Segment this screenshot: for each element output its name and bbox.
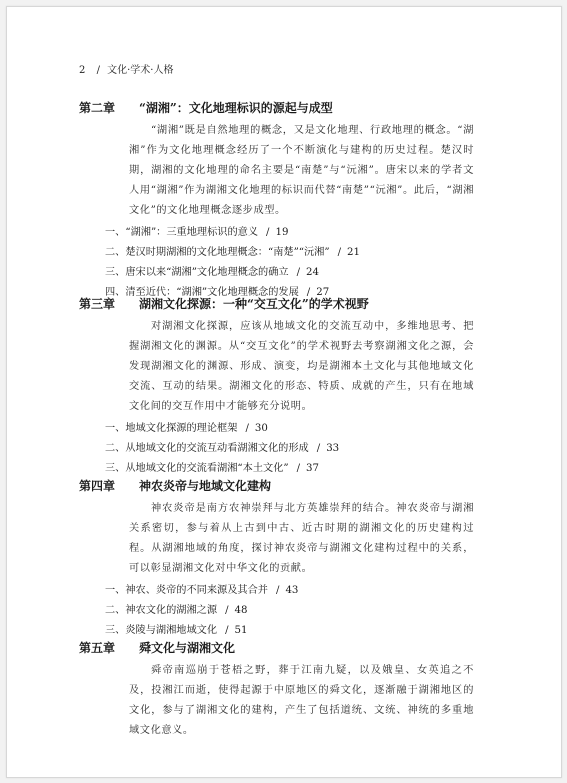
chapter-title: 湖湘文化探源：一种“交互文化”的学术视野	[139, 297, 369, 311]
chapter-summary: 神农炎帝是南方农神崇拜与北方英雄崇拜的结合。神农炎帝与湖湘关系密切，参与着从上古到中古、近古时期的湖湘文化的历史建构过程。从湖湘地域的角度，探讨神农炎帝与湖湘文化建构过程中的关系，可以彰显湖湘文化对中华文化的贡献。	[129, 503, 474, 574]
chapter-title: “湖湘”：文化地理标识的源起与成型	[139, 101, 333, 115]
chapter-heading	[79, 295, 489, 313]
section-entry: 一、地域文化探源的理论框架 / 30	[105, 423, 268, 434]
section-entry: 二、神农文化的湖湘之源 / 48	[105, 605, 248, 616]
section-entry: 二、从地域文化的交流互动看湖湘文化的形成 / 33	[105, 443, 340, 454]
chapter-number: 第五章	[79, 641, 116, 655]
section-page: 21	[347, 247, 360, 258]
section-title: 二、从地域文化的交流互动看湖湘文化的形成	[105, 443, 309, 454]
section-title: 二、楚汉时期湖湘的文化地理概念：“南楚”“沅湘”	[105, 247, 330, 258]
section-title: 三、炎陵与湖湘地域文化	[105, 625, 218, 636]
chapter-5	[79, 639, 489, 741]
running-head	[79, 61, 173, 76]
chapter-heading	[79, 477, 489, 495]
chapter-number: 第三章	[79, 297, 116, 311]
running-head-separator: /	[96, 65, 100, 76]
chapter-title: 舜文化与湖湘文化	[139, 641, 236, 655]
section-title: 一、神农、炎帝的不同来源及其合并	[105, 585, 268, 596]
section-list	[105, 223, 489, 303]
section-entry: 四、清至近代：“湖湘”文化地理概念的发展 / 27	[105, 287, 330, 298]
chapter-summary: 对湖湘文化探源，应该从地域文化的交流互动中，多维地思考、把握湖湘文化的渊源。从“交互文化”的学术视野去考察湖湘文化之源，会发现湖湘文化的渊源、形成、演变，均是湖湘本土文化与其他地域文化交流、互动的结果。湖湘文化的形态、特质、成就的产生，只有在地域文化间的交互作用中才能够充分说明。	[129, 321, 474, 412]
section-page: 24	[306, 267, 320, 278]
section-title: 一、“湖湘”：三重地理标识的意义	[105, 227, 259, 238]
section-entry: 一、神农、炎帝的不同来源及其合并 / 43	[105, 585, 299, 596]
section-page: 37	[306, 463, 320, 474]
chapter-heading	[79, 99, 489, 117]
section-title: 二、神农文化的湖湘之源	[105, 605, 218, 616]
chapter-heading	[79, 639, 489, 657]
section-title: 三、从地域文化的交流看湖湘“本土文化”	[105, 463, 289, 474]
section-page: 30	[254, 423, 268, 434]
section-page: 48	[234, 605, 248, 616]
section-page: 19	[275, 227, 289, 238]
section-title: 四、清至近代：“湖湘”文化地理概念的发展	[105, 287, 299, 298]
chapter-summary: “湖湘”既是自然地理的概念，又是文化地理、行政地理的概念。“湖湘”作为文化地理概念经历了一个不断演化与建构的历史过程。楚汉时期，湖湘的文化地理的命名主要是“南楚”与“沅湘”。唐宋以来的学者文人用“湖湘”作为湖湘文化地理的标识而代替“南楚”“沅湘”。此后，“湖湘文化”的文化地理概念逐步成型。	[129, 125, 474, 216]
section-page: 43	[285, 585, 299, 596]
section-entry: 三、炎陵与湖湘地域文化 / 51	[105, 625, 248, 636]
chapter-number: 第二章	[79, 101, 116, 115]
section-title: 三、唐宋以来“湖湘”文化地理概念的确立	[105, 267, 289, 278]
section-entry: 三、从地域文化的交流看湖湘“本土文化” / 37	[105, 463, 320, 474]
section-entry: 三、唐宋以来“湖湘”文化地理概念的确立 / 24	[105, 267, 320, 278]
section-entry: 二、楚汉时期湖湘的文化地理概念：“南楚”“沅湘” / 21	[105, 247, 360, 258]
book-page	[6, 6, 562, 778]
chapter-4	[79, 477, 489, 641]
section-list	[105, 581, 489, 641]
section-list	[105, 419, 489, 479]
book-title: 文化·学术·人格	[107, 65, 174, 76]
section-entry: 一、“湖湘”：三重地理标识的意义 / 19	[105, 227, 289, 238]
section-title: 一、地域文化探源的理论框架	[105, 423, 238, 434]
chapter-title: 神农炎帝与地域文化建构	[139, 479, 272, 493]
chapter-summary: 舜帝南巡崩于苍梧之野，葬于江南九疑，以及娥皇、女英追之不及，投湘江而逝，使得起源于中原地区的舜文化，逐渐融于湖湘地区的文化，参与了湖湘文化的建构，产生了包括道统、文统、神统的多重地域文化意义。	[129, 665, 474, 736]
chapter-2	[79, 99, 489, 303]
section-page: 51	[234, 625, 248, 636]
section-page: 27	[316, 287, 330, 298]
page-number: 2	[79, 65, 86, 76]
section-page: 33	[326, 443, 340, 454]
chapter-number: 第四章	[79, 479, 116, 493]
chapter-3	[79, 295, 489, 479]
